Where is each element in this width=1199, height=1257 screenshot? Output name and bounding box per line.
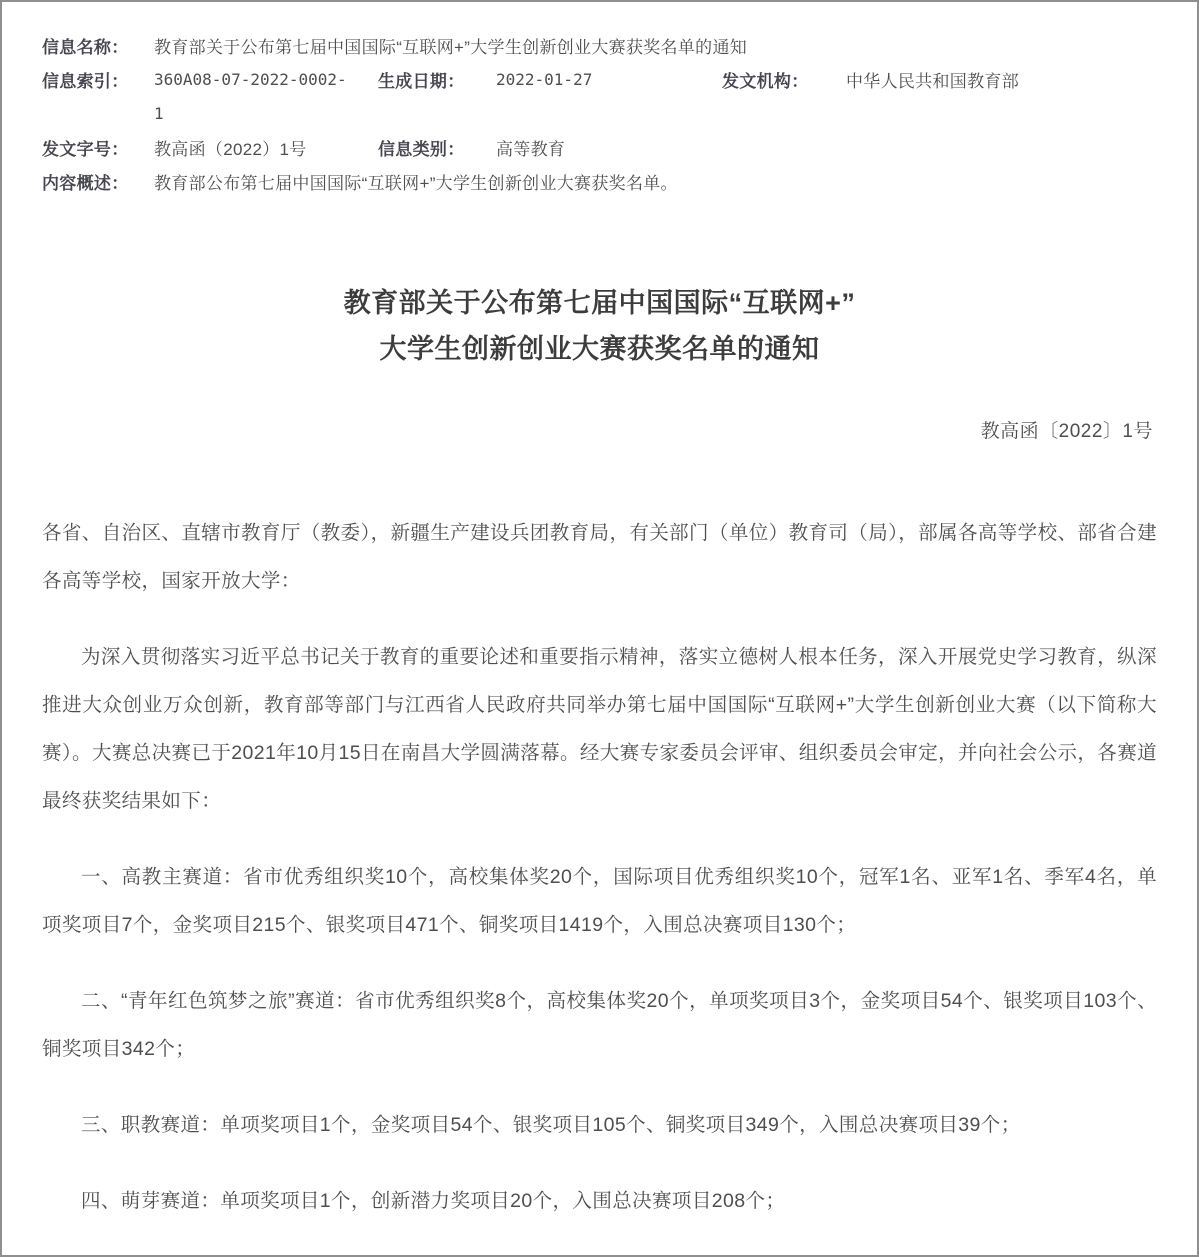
paragraph-intro: 为深入贯彻落实习近平总书记关于教育的重要论述和重要指示精神，落实立德树人根本任务，深入开展党史学习教育，纵深推进大众创业万众创新，教育部等部门与江西省人民政府共同举办第七届中国国际“互联网+”大学生创新创业大赛（以下简称大赛）。大赛总决赛已于2021年10月15日在南昌大学圆满落幕。经大赛专家委员会评审、组织委员会审定，并向社会公示，各赛道最终获奖结果如下： [42,646,1158,812]
paragraph-track4: 四、萌芽赛道：单项奖项目1个，创新潜力奖项目20个，入围总决赛项目208个； [81,1190,786,1212]
category-label: 信息类别： [378,139,465,159]
document-title-line1: 教育部关于公布第七届中国国际“互联网+” [343,288,856,318]
paragraph-salutation: 各省、自治区、直辖市教育厅（教委），新疆生产建设兵团教育局，有关部门（单位）教育司（局），部属各高等学校、部省合建各高等学校，国家开放大学： [42,522,1157,592]
doc-number-value: 教高函（2022）1号 [154,139,307,159]
summary-label: 内容概述： [42,173,129,193]
info-index-label: 信息索引： [42,71,129,91]
info-index-value: 360A08-07-2022-0002- [154,69,347,89]
gen-date-value: 2022-01-27 [496,69,593,89]
paragraph-track3: 三、职教赛道：单项奖项目1个，金奖项目54个、银奖项目105个、铜奖项目349个，入围总决赛项目39个； [81,1114,1021,1136]
issuer-value: 中华人民共和国教育部 [846,71,1019,91]
metadata-table [42,28,1163,198]
info-index-value-wrap: 1 [154,103,164,123]
category-value: 高等教育 [496,139,566,159]
doc-number-label: 发文字号： [42,139,129,159]
issuer-label: 发文机构： [722,71,809,91]
document-number: 教高函〔2022〕1号 [980,421,1153,442]
paragraph-track1: 一、高教主赛道：省市优秀组织奖10个，高校集体奖20个，国际项目优秀组织奖10个，冠军1名、亚军1名、季军4名，单项奖项目7个，金奖项目215个、银奖项目471个、铜奖项目1419个，入围总决赛项目130个； [42,866,1157,936]
gen-date-label: 生成日期： [378,71,465,91]
summary-value: 教育部公布第七届中国国际“互联网+”大学生创新创业大赛获奖名单。 [154,173,678,193]
metadata-section [2,2,1197,198]
document-title [2,280,1197,372]
info-name-label: 信息名称： [42,37,129,57]
document-body [2,509,1197,1225]
info-name-value: 教育部关于公布第七届中国国际“互联网+”大学生创新创业大赛获奖名单的通知 [154,37,748,57]
document-title-line2: 大学生创新创业大赛获奖名单的通知 [379,334,820,364]
paragraph-track2: 二、“青年红色筑梦之旅”赛道：省市优秀组织奖8个，高校集体奖20个，单项奖项目3个，金奖项目54个、银奖项目103个、铜奖项目342个； [42,990,1157,1060]
